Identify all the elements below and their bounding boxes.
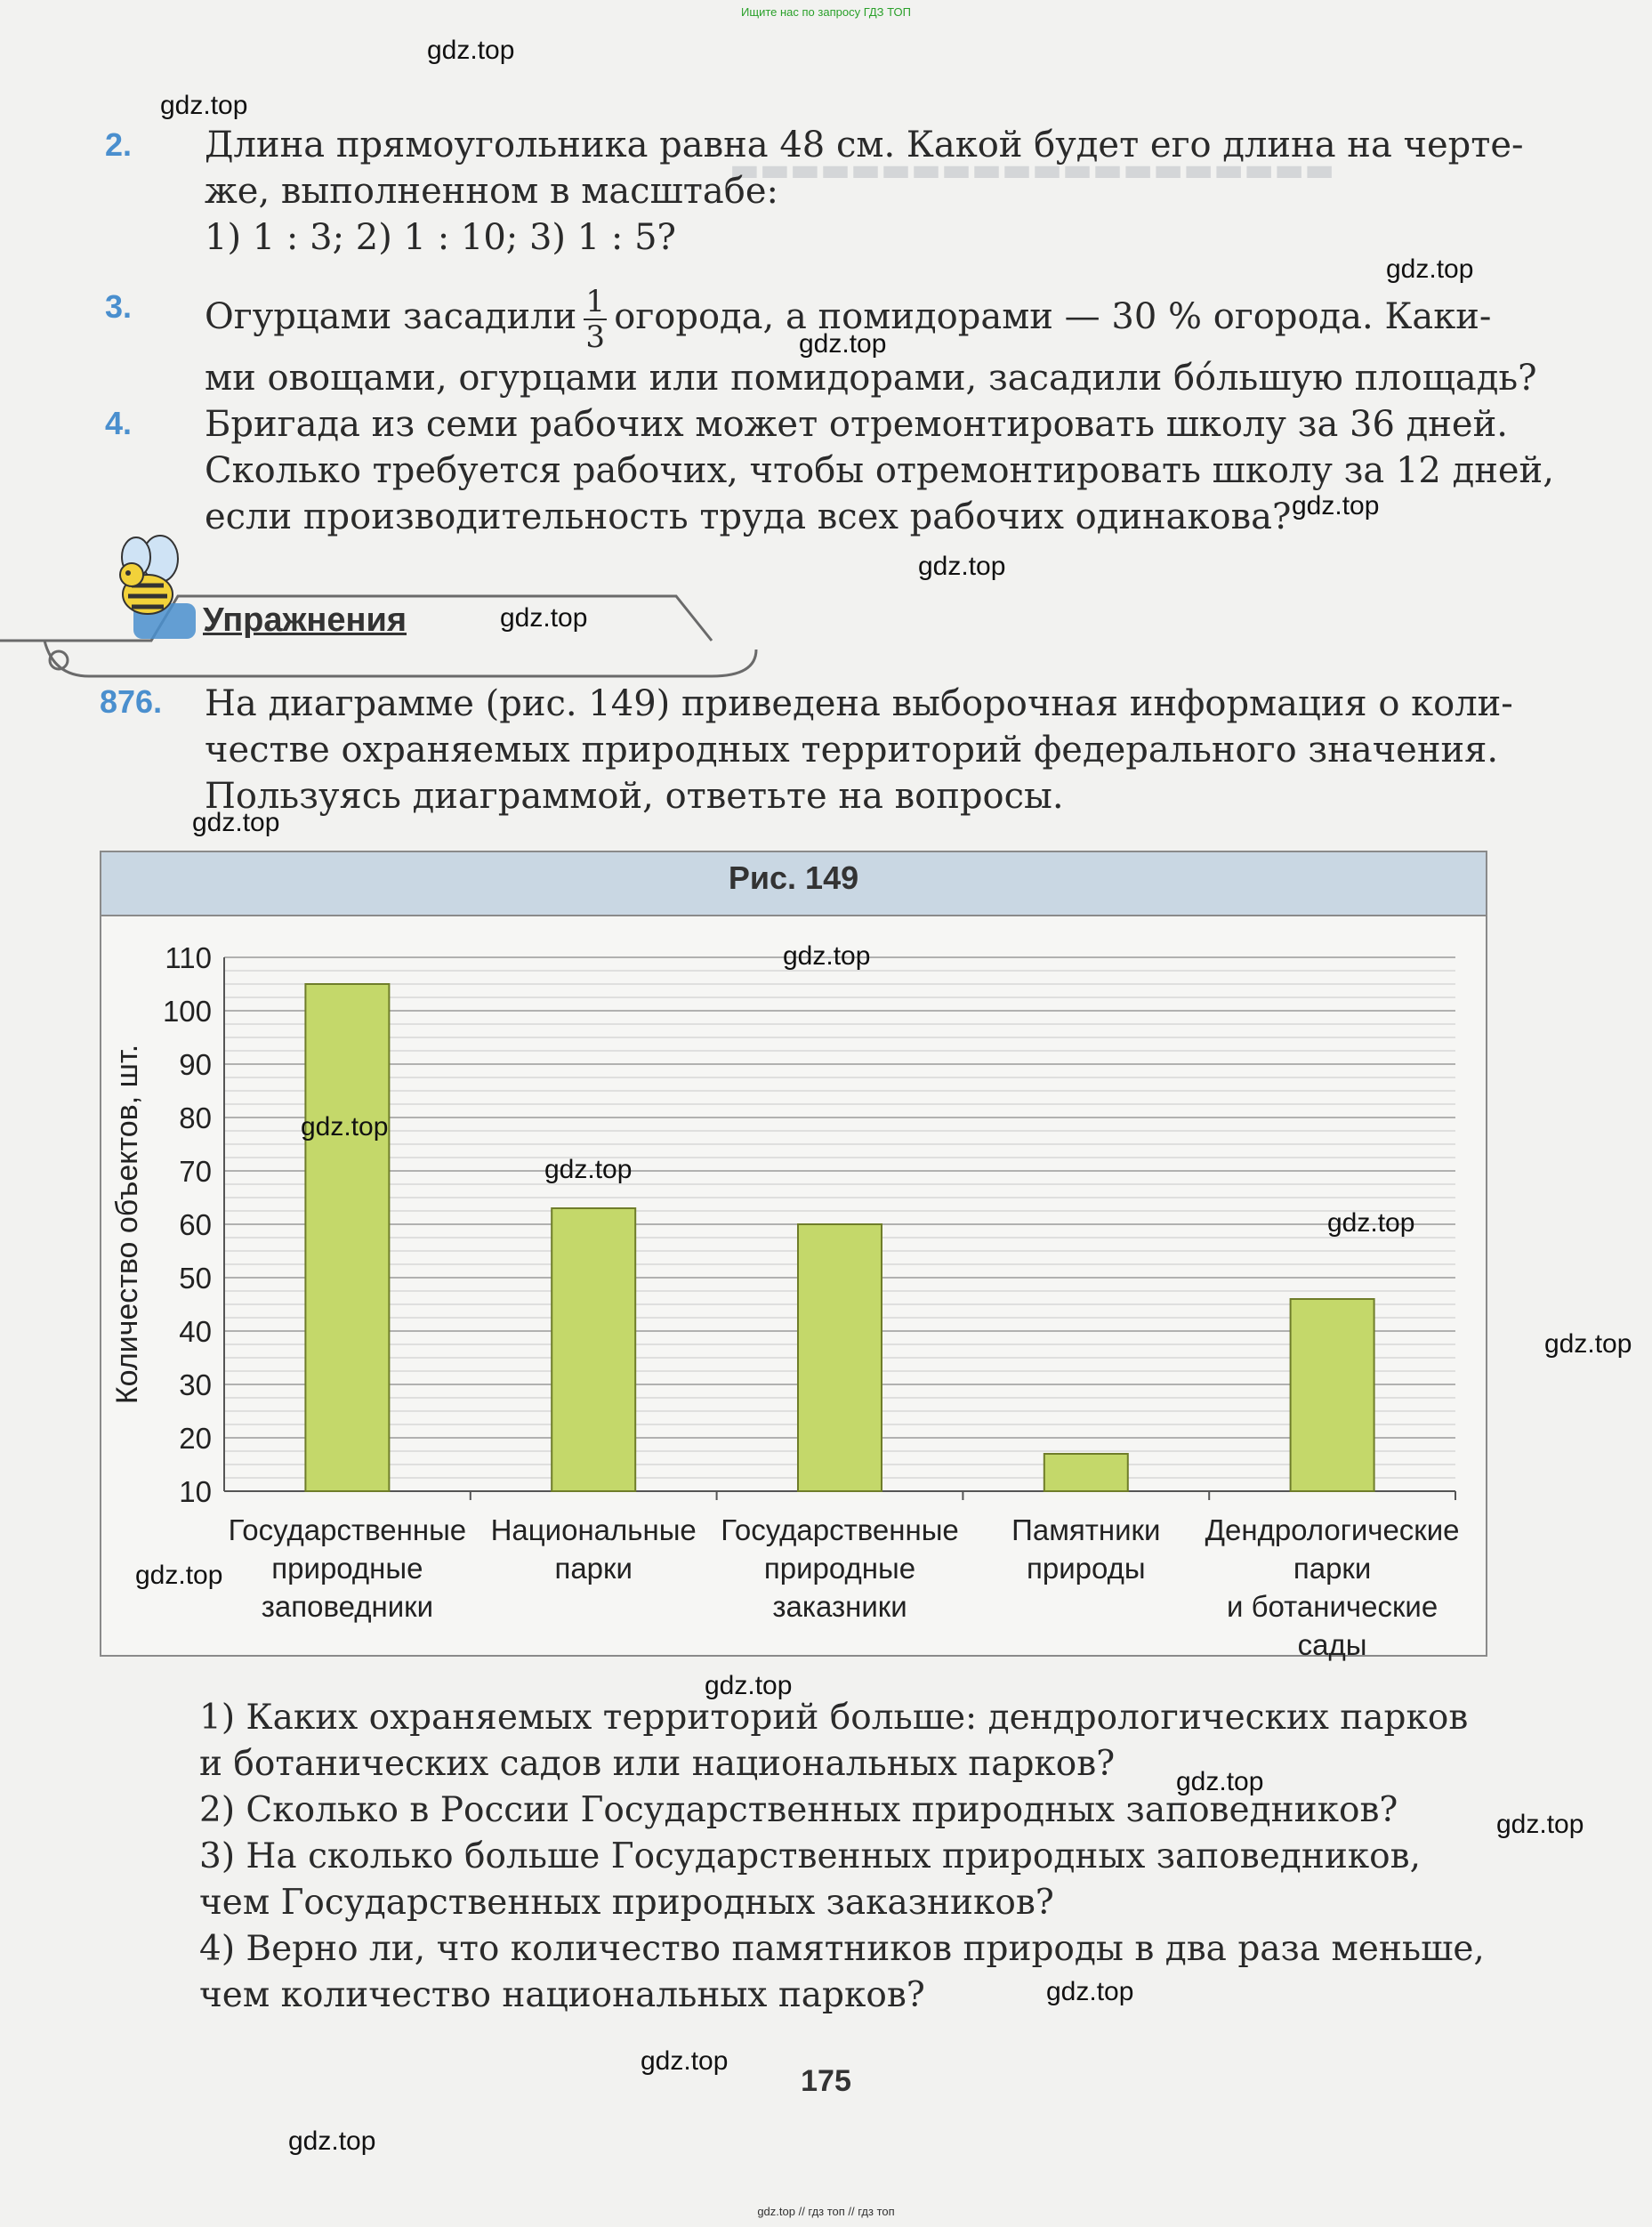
category-label-line: заказники: [772, 1590, 907, 1623]
question-line: 2) Сколько в России Государственных природных заповедников?: [199, 1790, 1398, 1830]
footer-note: gdz.top // гдз топ // гдз топ: [757, 2205, 895, 2218]
category-label-line: природные: [763, 1552, 916, 1585]
category-label: [451, 1511, 736, 1587]
y-tick-label: 110: [165, 941, 212, 974]
task-text: Длина прямоугольника равна 48 см. Какой будет его длина на черте-: [205, 125, 1524, 165]
task-text: ми овощами, огурцами или помидорами, засадили бо́льшую площадь?: [205, 358, 1537, 399]
category-label: [697, 1511, 982, 1626]
y-tick-label: 40: [179, 1315, 212, 1348]
page-number: 175: [801, 2064, 851, 2098]
watermark: gdz.top: [192, 808, 280, 837]
y-tick-label: 90: [179, 1048, 212, 1081]
task-number: 4.: [105, 405, 133, 441]
watermark: gdz.top: [1544, 1329, 1632, 1359]
watermark: gdz.top: [918, 552, 1006, 581]
question-line: 1) Каких охраняемых территорий больше: дендрологических парков: [199, 1698, 1469, 1738]
task-text: 1) 1 : 3; 2) 1 : 10; 3) 1 : 5?: [205, 217, 676, 258]
task-number: 3.: [105, 288, 133, 325]
task-text-part: огорода, а помидорами — 30 % огорода. Каки-: [614, 296, 1492, 337]
category-label-line: природы: [1026, 1552, 1146, 1585]
category-label-line: Памятники: [1011, 1513, 1161, 1546]
category-labels: [101, 852, 1486, 1661]
question-line: чем количество национальных парков?: [199, 1975, 925, 2015]
y-axis-label: Количество объектов, шт.: [110, 1044, 144, 1405]
watermark: gdz.top: [301, 1112, 389, 1142]
question-line: и ботанических садов или национальных парков?: [199, 1744, 1116, 1784]
task-text-part: Огурцами засадили: [205, 296, 577, 337]
question-line: 4) Верно ли, что количество памятников природы в два раза меньше,: [199, 1929, 1485, 1969]
chart-title: Рис. 149: [728, 859, 859, 896]
y-tick-label: 10: [179, 1475, 212, 1508]
task-number: 876.: [100, 683, 163, 720]
fraction: $\frac{1}{3}$: [584, 286, 607, 352]
watermark: gdz.top: [641, 2046, 729, 2076]
task-text: На диаграмме (рис. 149) приведена выборочная информация о коли-: [205, 683, 1513, 724]
y-tick-label: 60: [179, 1208, 212, 1241]
header-note: Ищите нас по запросу ГДЗ ТОП: [741, 5, 911, 19]
task-text: же, выполненном в масштабе:: [205, 171, 778, 212]
watermark: gdz.top: [1386, 254, 1474, 284]
watermark: gdz.top: [1046, 1977, 1134, 2006]
task-text: честве охраняемых природных территорий федерального значения.: [205, 730, 1499, 771]
question-line: 3) На сколько больше Государственных природных заповедников,: [199, 1836, 1422, 1876]
y-tick-label: 100: [162, 995, 212, 1028]
category-label: [205, 1511, 489, 1626]
watermark: gdz.top: [160, 91, 248, 120]
category-label: [1190, 1511, 1475, 1664]
y-tick-label: 50: [179, 1262, 212, 1295]
question-line: чем Государственных природных заказников?: [199, 1883, 1054, 1923]
watermark: gdz.top: [135, 1561, 223, 1590]
category-label-line: Государственные: [721, 1513, 959, 1546]
bleed-through-text: ▬▬▬▬▬▬▬▬▬▬▬▬▬▬▬▬▬▬▬▬: [729, 156, 1335, 192]
watermark: gdz.top: [427, 36, 515, 65]
category-label-line: Национальные: [490, 1513, 697, 1546]
y-tick-label: 80: [179, 1101, 212, 1134]
task-text: Сколько требуется рабочих, чтобы отремонтировать школу за 12 дней,: [205, 450, 1554, 491]
watermark: gdz.top: [1496, 1810, 1584, 1839]
category-label-line: Дендрологические: [1205, 1513, 1460, 1546]
exercises-heading: Упражнения: [203, 601, 407, 639]
task-text: Пользуясь диаграммой, ответьте на вопросы.: [205, 776, 1064, 817]
y-tick-label: 20: [179, 1422, 212, 1455]
task-number: 2.: [105, 126, 133, 163]
watermark: gdz.top: [799, 329, 887, 359]
watermark: gdz.top: [705, 1671, 793, 1700]
watermark: gdz.top: [500, 603, 588, 633]
watermark: gdz.top: [544, 1155, 633, 1184]
watermark: gdz.top: [1327, 1208, 1415, 1238]
category-label-line: парки: [554, 1552, 633, 1585]
category-label-line: природные: [271, 1552, 423, 1585]
category-label-line: Государственные: [228, 1513, 467, 1546]
task-text: если производительность труда всех рабочих одинакова?: [205, 496, 1292, 537]
watermark: gdz.top: [783, 941, 871, 971]
watermark: gdz.top: [1292, 491, 1380, 520]
category-label-line: и ботанические сады: [1227, 1590, 1438, 1661]
y-tick-label: 30: [179, 1368, 212, 1401]
watermark: gdz.top: [1176, 1767, 1264, 1796]
y-tick-label: 70: [179, 1155, 212, 1188]
category-label-line: заповедники: [261, 1590, 434, 1623]
bee-icon: [105, 532, 194, 630]
task-text: Бригада из семи рабочих может отремонтировать школу за 36 дней.: [205, 404, 1508, 445]
category-label-line: парки: [1293, 1552, 1372, 1585]
watermark: gdz.top: [288, 2126, 376, 2156]
category-label: [944, 1511, 1229, 1587]
